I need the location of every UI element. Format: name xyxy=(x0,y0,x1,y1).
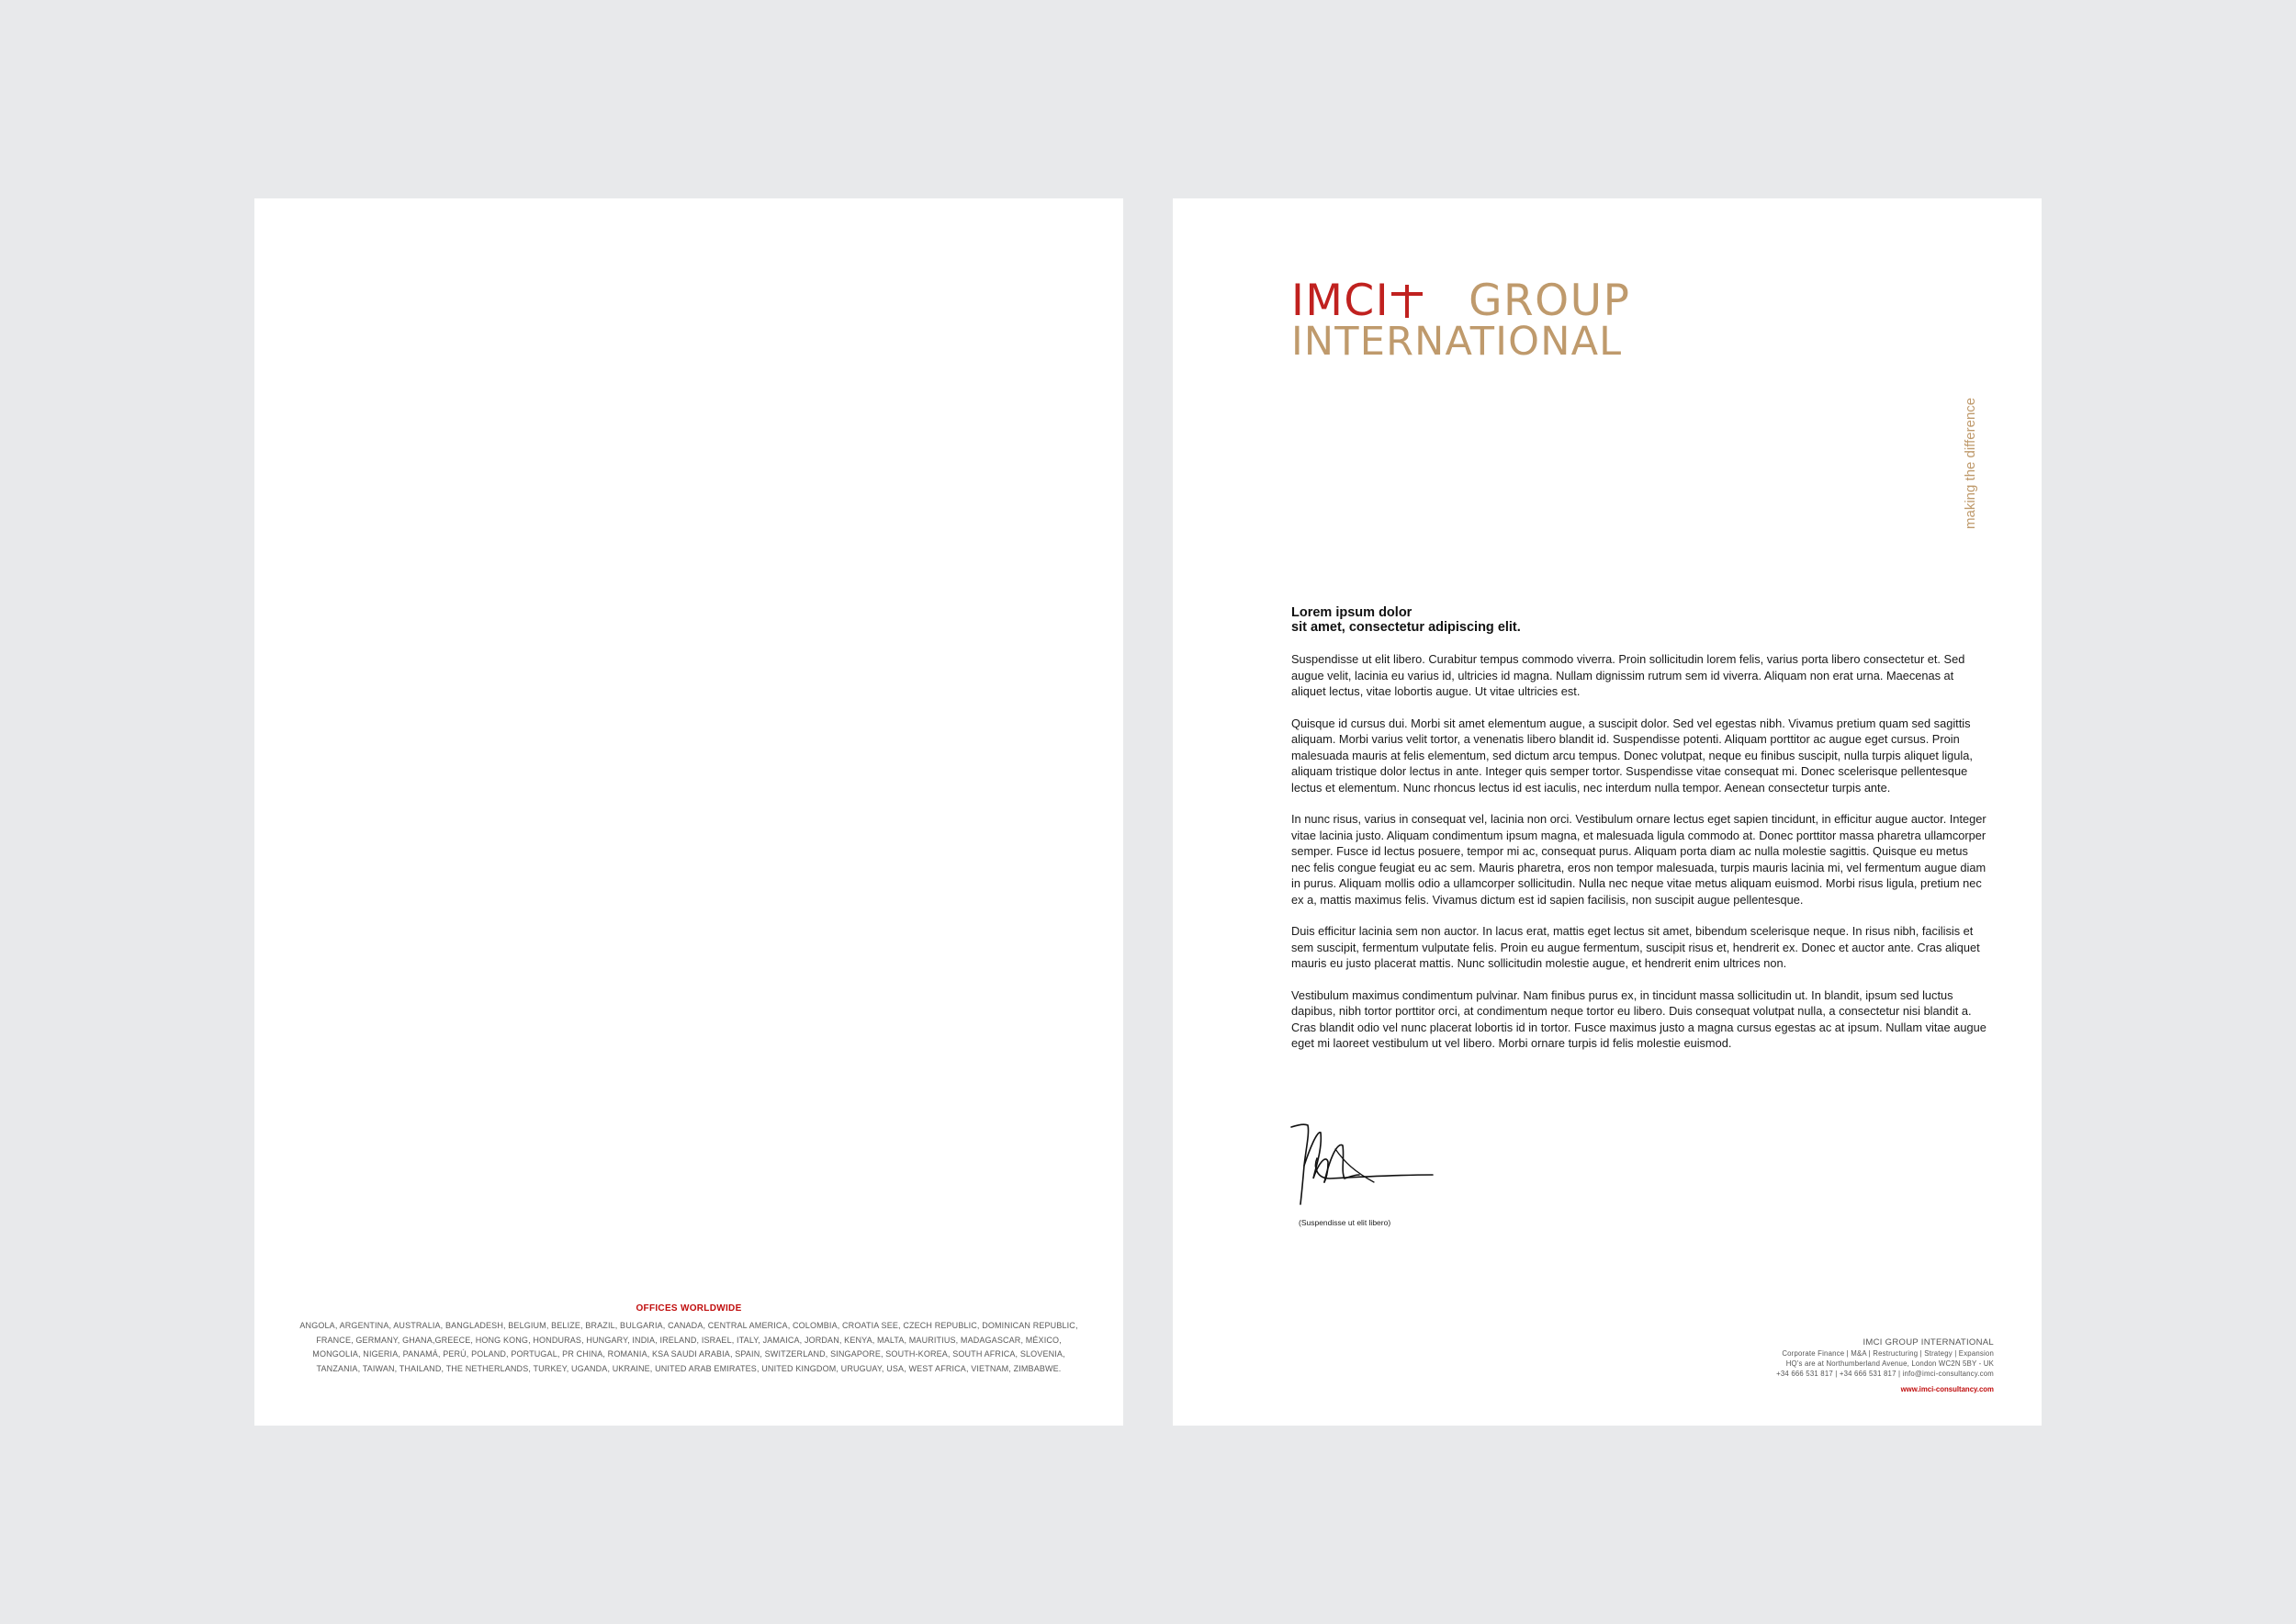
footer-contact: +34 666 531 817 | +34 666 531 817 | info@imci-consultancy.com xyxy=(1776,1370,1994,1378)
signature-icon xyxy=(1289,1122,1436,1213)
letter-paragraph: Vestibulum maximus condimentum pulvinar. Nam finibus purus ex, in tincidunt massa sollicitudin ut. In blandit, ipsum sed luctus dapibus, nibh tortor porttitor orci, at condimentum neque tortor eu libero. Duis consequat volutpat nulla, a consectetur nisi blandit a. Cras blandit odio vel nunc placerat lobortis id in tortor. Fusce maximus justo a magna cursus egestas ac at ipsum. Nullam vitae augue eget mi laoreet vestibulum ut vel libero. Morbi ornare turpis id felis molestie euismod. xyxy=(1291,987,1986,1050)
letterhead-footer xyxy=(1776,1337,1994,1394)
letter-paragraph: Quisque id cursus dui. Morbi sit amet elementum augue, a suscipit dolor. Sed vel egestas nibh. Vivamus pretium quam sed sagittis aliquam. Morbi varius velit tortor, a venenatis libero blandit id. Suspendisse potenti. Aliquam porttitor ac augue eget cursus. Proin malesuada mauris at felis elementum, sed dictum arcu tempus. Donec volutpat, neque eu finibus suscipit, nulla turpis aliquet ligula, aliquam tristique dolor lectus in ante. Integer quis semper tortor. Suspendisse vitae consequat mi. Donec scelerisque pellentesque lectus et elementum. Nunc rhoncus lectus id est iaculis, nec interdum nulla tempor. Aenean consectetur turpis ante. xyxy=(1291,716,1973,795)
logo-top-row xyxy=(1291,276,1640,326)
letter-heading xyxy=(1291,605,1989,635)
footer-address: HQ's are at Northumberland Avenue, London WC2N 5BY - UK xyxy=(1785,1359,1994,1368)
logo-international-text: INTERNATIONAL xyxy=(1291,319,1623,365)
letter-paragraph: Duis efficitur lacinia sem non auctor. In lacus erat, mattis eget lectus sit amet, bibendum scelerisque neque. In risus nibh, facilisis et sem suscipit, fermentum vulputate felis. Proin eu augue fermentum, suscipit risus et, hendrerit ex. Donec et auctor ante. Cras aliquet mauris eu justo placerat mattis. Nunc sollicitudin molestie augue, et hendrerit enim ultrices non. xyxy=(1291,924,1980,970)
letterhead-front-sheet xyxy=(1173,198,2042,1426)
letter-heading-line: Lorem ipsum dolor xyxy=(1291,605,1412,620)
offices-title: OFFICES WORLDWIDE xyxy=(636,1303,742,1314)
letter-paragraph: Suspendisse ut elit libero. Curabitur tempus commodo viverra. Proin sollicitudin lorem felis, varius porta libero consectetur et. Sed augue velit, lacinia eu varius id, ultricies id magna. Nullam dignissim rutrum sem id viverra. Aliquam non erat urna. Maecenas at aliquet lectus, vitae lobortis augue. Ut vitae ultricies est. xyxy=(1291,652,1965,698)
letterhead-back-sheet xyxy=(254,198,1123,1426)
footer-company-name: IMCI GROUP INTERNATIONAL xyxy=(1863,1337,1994,1348)
footer-services: Corporate Finance | M&A | Restructuring | Strategy | Expansion xyxy=(1782,1349,1994,1358)
offices-line: MONGOLIA, NIGERIA, PANAMÁ, PERÚ, POLAND, PORTUGAL, PR CHINA, ROMANIA, KSA SAUDI ARABIA, SPAIN, SWITZERLAND, SINGAPORE, SOUTH-KOREA, SOUTH AFRICA, SLOVENIA, xyxy=(312,1349,1065,1359)
logo-imci xyxy=(1291,276,1423,326)
letter-body xyxy=(1291,605,1989,1067)
offices-line: TANZANIA, TAIWAN, THAILAND, THE NETHERLANDS, TURKEY, UGANDA, UKRAINE, UNITED ARAB EMIRATES, UNITED KINGDOM, URUGUAY, USA, WEST AFRICA, VIETNAM, ZIMBABWE. xyxy=(316,1363,1062,1373)
tagline: making the difference xyxy=(1963,397,1978,529)
offices-worldwide-block xyxy=(291,1303,1086,1376)
offices-list xyxy=(291,1319,1086,1376)
logo-imci-text: IMCI xyxy=(1291,276,1390,326)
letter-paragraph: In nunc risus, varius in consequat vel, lacinia non orci. Vestibulum ornare lectus eget sapien tincidunt, in efficitur augue auctor. Integer vitae lacinia justo. Aliquam condimentum ipsum magna, et malesuada ligula commodo at. Donec porttitor massa pharetra ullamcorper semper. Fusce id lectus posuere, tempor mi ac, consequat purus. Aliquam porta diam ac nulla molestie sagittis. Quisque eu metus nec felis congue feugiat eu ac sem. Mauris pharetra, eros non tempor malesuada, turpis mauris lacinia mi, vel fermentum augue diam in purus. Aliquam mollis odio a ullamcorper sollicitudin. Nulla nec neque vitae metus aliquam euismod. Morbi risus ligula, pretium nec ex a, mattis maximus felis. Vivamus dictum est id sapien facilisis, non suscipit augue pellentesque. xyxy=(1291,812,1986,907)
signature-caption: (Suspendisse ut elit libero) xyxy=(1299,1218,1391,1227)
offices-line: ANGOLA, ARGENTINA, AUSTRALIA, BANGLADESH, BELGIUM, BELIZE, BRAZIL, BULGARIA, CANADA, CENTRAL AMERICA, COLOMBIA, CROATIA SEE, CZECH REPUBLIC, DOMINICAN REPUBLIC, xyxy=(299,1321,1078,1330)
offices-line: FRANCE, GERMANY, GHANA,GREECE, HONG KONG, HONDURAS, HUNGARY, INDIA, IRELAND, ISRAEL, ITALY, JAMAICA, JORDAN, KENYA, MALTA, MAURITIUS, MADAGASCAR, MÉXICO, xyxy=(316,1335,1062,1345)
footer-website: www.imci-consultancy.com xyxy=(1900,1385,1994,1393)
company-logo xyxy=(1291,276,1640,365)
plus-icon xyxy=(1391,285,1423,318)
letter-heading-line: sit amet, consectetur adipiscing elit. xyxy=(1291,620,1521,635)
logo-group-text: GROUP xyxy=(1469,276,1631,326)
